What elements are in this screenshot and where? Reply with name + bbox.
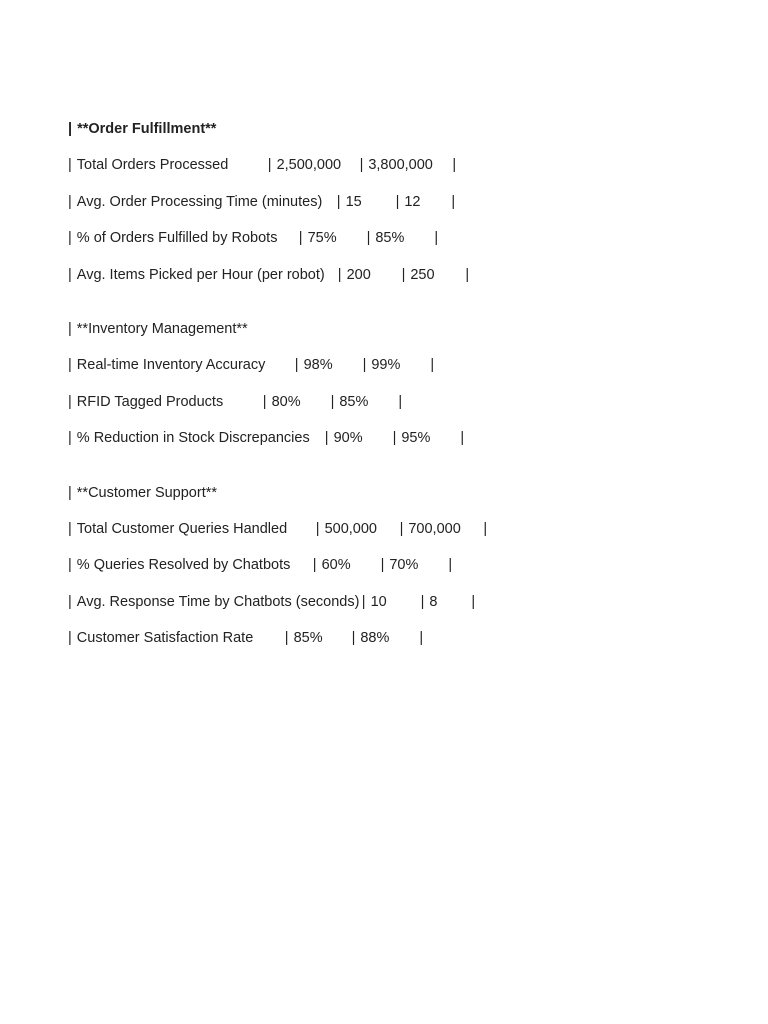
value-cell: 88% — [360, 630, 390, 647]
pipe-separator: | — [395, 193, 400, 210]
value-cell: 500,000 — [324, 520, 377, 537]
value-cell: 90% — [333, 430, 363, 447]
section-header — [68, 120, 728, 156]
row-label: % Reduction in Stock Discrepancies — [76, 430, 310, 447]
value-cell: 10 — [370, 593, 387, 610]
pipe-separator: | — [68, 121, 73, 137]
pipe-separator: | — [361, 593, 366, 610]
value-cell: 2,500,000 — [276, 157, 342, 174]
value-cell: 3,800,000 — [368, 157, 433, 174]
value-cell: 80% — [271, 393, 301, 410]
table-row — [68, 556, 728, 592]
value-cell: 70% — [389, 557, 419, 574]
value-cell: 85% — [375, 230, 405, 247]
pipe-separator: | — [380, 557, 385, 574]
table-row — [68, 193, 728, 229]
pipe-separator: | — [68, 266, 72, 283]
pipe-separator: | — [419, 630, 424, 647]
value-cell: 98% — [303, 357, 333, 374]
section-header — [68, 484, 728, 520]
section-customer-support — [68, 484, 728, 666]
value-cell: 200 — [346, 266, 371, 283]
value-cell: 75% — [307, 230, 337, 247]
table-row — [68, 356, 728, 392]
section-header — [68, 320, 728, 356]
row-label: Real-time Inventory Accuracy — [76, 357, 266, 374]
pipe-separator: | — [398, 393, 403, 410]
value-cell: 95% — [401, 430, 431, 447]
section-order-fulfillment — [68, 120, 728, 302]
pipe-separator: | — [262, 393, 267, 410]
table-row — [68, 593, 728, 629]
pipe-separator: | — [430, 357, 435, 374]
row-label: % Queries Resolved by Chatbots — [76, 557, 291, 574]
pipe-separator: | — [312, 557, 317, 574]
table-row — [68, 229, 728, 265]
row-label: Avg. Order Processing Time (minutes) — [76, 193, 323, 210]
value-cell: 8 — [429, 593, 438, 610]
table-row — [68, 393, 728, 429]
section-inventory-management — [68, 320, 728, 466]
pipe-separator: | — [452, 157, 457, 174]
pipe-separator: | — [284, 630, 289, 647]
pipe-separator: | — [68, 430, 72, 447]
table-row — [68, 429, 728, 465]
pipe-separator: | — [362, 357, 367, 374]
row-label: Avg. Items Picked per Hour (per robot) — [76, 266, 325, 283]
pipe-separator: | — [68, 630, 72, 647]
pipe-separator: | — [392, 430, 397, 447]
pipe-separator: | — [366, 230, 371, 247]
row-label: % of Orders Fulfilled by Robots — [76, 230, 278, 247]
row-label: Avg. Response Time by Chatbots (seconds) — [76, 593, 360, 610]
section-title: **Inventory Management** — [76, 320, 248, 337]
pipe-separator: | — [68, 484, 72, 501]
pipe-separator: | — [68, 320, 72, 337]
value-cell: 15 — [345, 193, 362, 210]
pipe-separator: | — [68, 593, 72, 610]
section-title: **Customer Support** — [76, 484, 218, 501]
value-cell: 250 — [410, 266, 435, 283]
value-cell: 85% — [339, 393, 369, 410]
pipe-separator: | — [330, 393, 335, 410]
document-body — [68, 120, 728, 665]
pipe-separator: | — [471, 593, 476, 610]
pipe-separator: | — [401, 266, 406, 283]
pipe-separator: | — [336, 193, 341, 210]
pipe-separator: | — [68, 230, 72, 247]
table-row — [68, 266, 728, 302]
pipe-separator: | — [337, 266, 342, 283]
pipe-separator: | — [315, 520, 320, 537]
pipe-separator: | — [298, 230, 303, 247]
table-row — [68, 156, 728, 192]
value-cell: 99% — [371, 357, 401, 374]
value-cell: 85% — [293, 630, 323, 647]
pipe-separator: | — [324, 430, 329, 447]
table-row — [68, 520, 728, 556]
value-cell: 700,000 — [408, 520, 461, 537]
value-cell: 12 — [404, 193, 421, 210]
pipe-separator: | — [68, 157, 72, 174]
pipe-separator: | — [267, 157, 272, 174]
pipe-separator: | — [68, 393, 72, 410]
pipe-separator: | — [483, 520, 488, 537]
pipe-separator: | — [351, 630, 356, 647]
section-title: **Order Fulfillment** — [77, 121, 217, 137]
row-label: Total Orders Processed — [76, 157, 229, 174]
pipe-separator: | — [68, 520, 72, 537]
pipe-separator: | — [68, 193, 72, 210]
table-row — [68, 629, 728, 665]
pipe-separator: | — [448, 557, 453, 574]
pipe-separator: | — [465, 266, 470, 283]
pipe-separator: | — [451, 193, 456, 210]
pipe-separator: | — [434, 230, 439, 247]
row-label: RFID Tagged Products — [76, 393, 224, 410]
value-cell: 60% — [321, 557, 351, 574]
pipe-separator: | — [399, 520, 404, 537]
pipe-separator: | — [420, 593, 425, 610]
pipe-separator: | — [68, 357, 72, 374]
pipe-separator: | — [294, 357, 299, 374]
row-label: Customer Satisfaction Rate — [76, 630, 254, 647]
pipe-separator: | — [359, 157, 364, 174]
pipe-separator: | — [460, 430, 465, 447]
pipe-separator: | — [68, 557, 72, 574]
row-label: Total Customer Queries Handled — [76, 520, 288, 537]
